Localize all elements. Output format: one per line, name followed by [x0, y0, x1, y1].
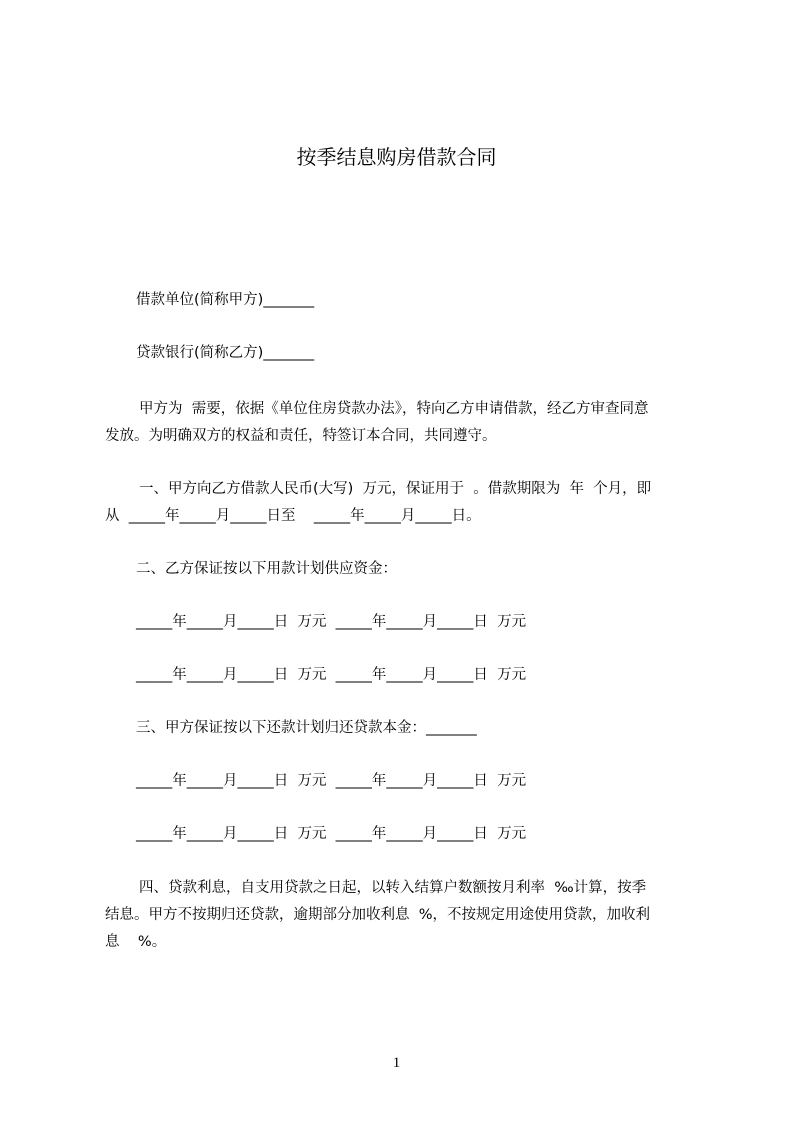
clause2-row-2: _____年_____月_____日 万元 _____年_____月_____日 万元: [136, 667, 527, 683]
intro-line-1: 甲方为 需要，依据《单位住房贷款办法》，特向乙方申请借款，经乙方审查同意: [139, 401, 649, 417]
borrower-line: 借款单位(简称甲方)_______: [136, 292, 315, 308]
intro-line-2: 发放。为明确双方的权益和责任，特签订本合同，共同遵守。: [105, 428, 497, 444]
clause3-row-2: _____年_____月_____日 万元 _____年_____月_____日 万元: [136, 826, 527, 842]
lender-line: 贷款银行(简称乙方)_______: [136, 345, 315, 361]
clause2-row-1: _____年_____月_____日 万元 _____年_____月_____日 万元: [136, 614, 527, 630]
page-number: 1: [392, 1055, 401, 1071]
clause3-row-1: _____年_____月_____日 万元 _____年_____月_____日 万元: [136, 773, 527, 789]
clause4-line-2: 结息。甲方不按期归还贷款，逾期部分加收利息 %，不按规定用途使用贷款，加收利: [105, 907, 650, 923]
clause1-line-2: 从 _____年_____月_____日至 _____年_____月_____日。: [105, 508, 481, 524]
clause4-line-1: 四、贷款利息，自支用贷款之日起，以转入结算户数额按月利率 ‰计算，按季: [139, 880, 647, 896]
clause3-heading: 三、甲方保证按以下还款计划归还贷款本金：_______: [136, 720, 477, 736]
clause2-heading: 二、乙方保证按以下用款计划供应资金：: [136, 561, 397, 577]
clause4-line-3: 息 %。: [105, 934, 167, 950]
document-title: 按季结息购房借款合同: [296, 145, 497, 169]
clause1-line-1: 一、甲方向乙方借款人民币(大写) 万元，保证用于 。借款期限为 年 个月，即: [139, 481, 652, 497]
